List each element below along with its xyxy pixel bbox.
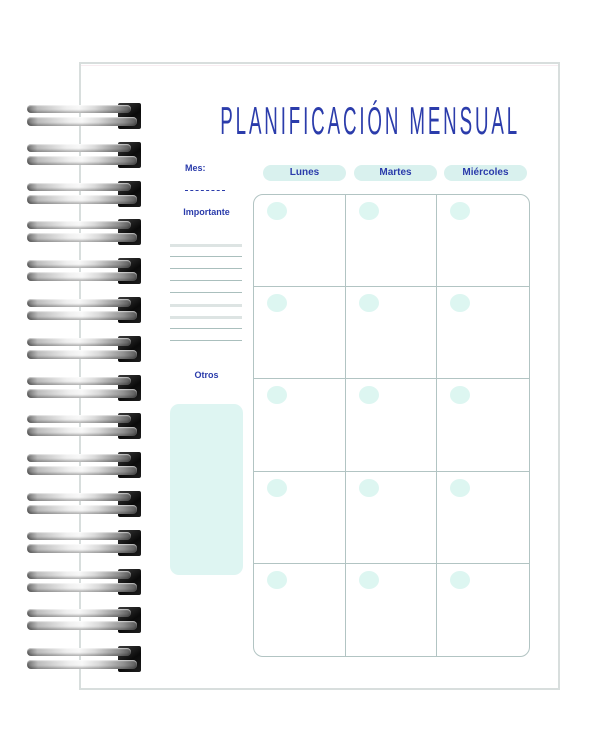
mes-label: Mes: [185, 163, 206, 173]
note-line[interactable] [170, 316, 242, 319]
spiral-coil [27, 530, 141, 556]
coil-wire-bottom [27, 389, 137, 398]
spiral-coil [27, 219, 141, 245]
note-line[interactable] [170, 244, 242, 247]
mes-input-line[interactable] [185, 190, 225, 191]
coil-wire-top [27, 377, 131, 385]
spiral-coil [27, 607, 141, 633]
date-dot [450, 202, 470, 220]
calendar-cell[interactable] [437, 379, 529, 471]
coil-wire-bottom [27, 505, 137, 514]
otros-label: Otros [194, 370, 219, 380]
spiral-coil [27, 646, 141, 672]
calendar-cell[interactable] [437, 564, 529, 656]
date-dot [359, 202, 379, 220]
calendar-cell[interactable] [346, 564, 438, 656]
calendar-cell[interactable] [254, 564, 346, 656]
calendar-cell[interactable] [437, 287, 529, 379]
date-dot [359, 386, 379, 404]
calendar-cell[interactable] [437, 472, 529, 564]
spiral-coil [27, 375, 141, 401]
coil-wire-bottom [27, 350, 137, 359]
spiral-coil [27, 452, 141, 478]
coil-wire-top [27, 454, 131, 462]
coil-wire-top [27, 260, 131, 268]
calendar-cell[interactable] [346, 287, 438, 379]
calendar-cell[interactable] [254, 287, 346, 379]
coil-wire-bottom [27, 466, 137, 475]
coil-wire-top [27, 183, 131, 191]
coil-wire-bottom [27, 660, 137, 669]
mes-block [185, 158, 245, 191]
date-dot [267, 571, 287, 589]
coil-wire-bottom [27, 156, 137, 165]
date-dot [267, 479, 287, 497]
page-title [162, 98, 534, 142]
day-header-lunes: Lunes [263, 165, 346, 181]
calendar-cell[interactable] [346, 472, 438, 564]
coil-wire-top [27, 299, 131, 307]
note-line[interactable] [170, 328, 242, 329]
page-title-text: PLANIFICACIÓN MENSUAL [220, 98, 521, 143]
date-dot [450, 571, 470, 589]
spiral-coil [27, 297, 141, 323]
coil-wire-top [27, 493, 131, 501]
date-dot [359, 294, 379, 312]
date-dot [359, 479, 379, 497]
spiral-coil [27, 103, 141, 129]
coil-wire-bottom [27, 195, 137, 204]
coil-wire-bottom [27, 427, 137, 436]
date-dot [267, 294, 287, 312]
coil-wire-bottom [27, 311, 137, 320]
calendar-cell[interactable] [346, 195, 438, 287]
coil-wire-top [27, 221, 131, 229]
note-line[interactable] [170, 304, 242, 307]
coil-wire-top [27, 648, 131, 656]
coil-wire-top [27, 338, 131, 346]
calendar-cell[interactable] [254, 379, 346, 471]
coil-wire-bottom [27, 544, 137, 553]
coil-wire-bottom [27, 233, 137, 242]
date-dot [267, 202, 287, 220]
note-line[interactable] [170, 292, 242, 293]
coil-wire-top [27, 609, 131, 617]
date-dot [450, 386, 470, 404]
spiral-coil [27, 336, 141, 362]
note-line[interactable] [170, 268, 242, 269]
coil-wire-bottom [27, 117, 137, 126]
calendar-cell[interactable] [254, 472, 346, 564]
importante-notes-lines [170, 244, 242, 352]
spiral-binding [0, 0, 160, 752]
spiral-coil [27, 491, 141, 517]
importante-label: Importante [183, 207, 230, 217]
coil-wire-top [27, 415, 131, 423]
calendar-cell[interactable] [437, 195, 529, 287]
coil-wire-top [27, 532, 131, 540]
date-dot [359, 571, 379, 589]
spiral-coil [27, 142, 141, 168]
day-headers-row [253, 165, 530, 181]
spiral-coil [27, 569, 141, 595]
date-dot [450, 479, 470, 497]
otros-notes-box[interactable] [170, 404, 243, 575]
note-line[interactable] [170, 280, 242, 281]
calendar-cell[interactable] [254, 195, 346, 287]
calendar-grid [253, 194, 530, 657]
note-line[interactable] [170, 340, 242, 341]
spiral-coil [27, 258, 141, 284]
spiral-coil [27, 181, 141, 207]
date-dot [450, 294, 470, 312]
day-header-miercoles: Miércoles [444, 165, 527, 181]
coil-wire-top [27, 105, 131, 113]
date-dot [267, 386, 287, 404]
spiral-coil [27, 413, 141, 439]
coil-wire-bottom [27, 621, 137, 630]
day-header-martes: Martes [354, 165, 437, 181]
note-line[interactable] [170, 256, 242, 257]
calendar-cell[interactable] [346, 379, 438, 471]
coil-wire-top [27, 571, 131, 579]
coil-wire-top [27, 144, 131, 152]
coil-wire-bottom [27, 583, 137, 592]
coil-wire-bottom [27, 272, 137, 281]
